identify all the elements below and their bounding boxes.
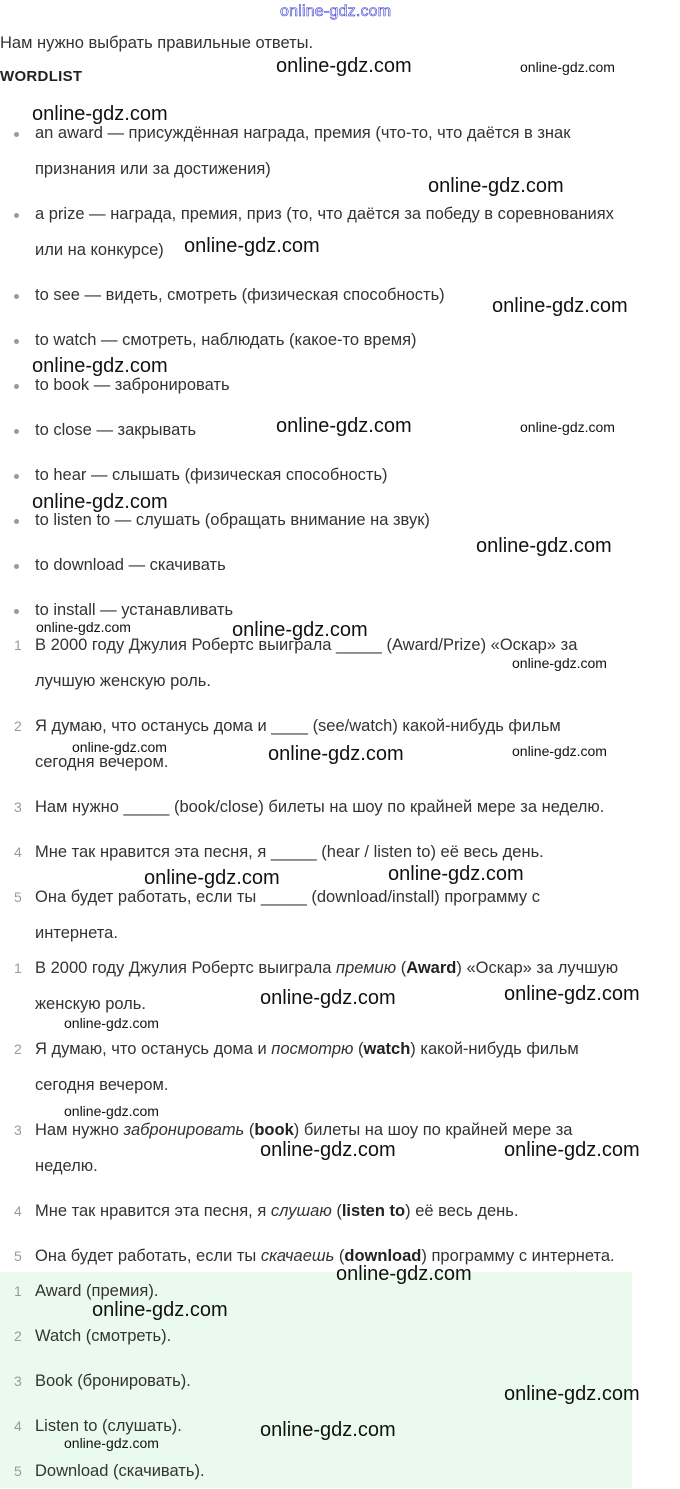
task-item: 4 Мне так нравится эта песня, я _____ (hear / listen to) её весь день. [14,843,544,861]
bullet-icon [14,213,19,218]
watermark: online-gdz.com [64,1103,159,1119]
watermark: online-gdz.com [232,619,368,641]
wordlist-item: to listen to — слушать (обращать внимание на звук) [14,502,676,538]
wordlist-item: to watch — смотреть, наблюдать (какое-то время) [14,322,676,358]
watermark: online-gdz.com [184,235,320,257]
summary-item: 3 Book (бронировать). [14,1372,191,1390]
wordlist-item: to install — устанавливать [14,592,676,628]
intro-text: Нам нужно выбрать правильные ответы. [0,34,314,52]
task-item: 2 Я думаю, что останусь дома и ____ (see/watch) какой-нибудь фильм сегодня вечером. [14,717,561,771]
watermark: online-gdz.com [504,1139,640,1161]
wordlist-item: to download — скачивать [14,547,676,583]
watermark: online-gdz.com [64,1015,159,1031]
wordlist-item: to see — видеть, смотреть (физическая способность) [14,277,676,313]
watermark: online-gdz.com [32,103,168,125]
summary-item: 2 Watch (смотреть). [14,1327,172,1345]
bullet-icon [14,132,19,137]
answer-item: 1 В 2000 году Джулия Робертс выиграла премию (Award) «Оскар» за лучшую женскую роль. [14,959,619,1013]
bullet-icon [14,429,19,434]
task-item: 5 Она будет работать, если ты _____ (download/install) программу с интернета. [14,888,540,942]
bullet-icon [14,339,19,344]
bullet-icon [14,474,19,479]
watermark: online-gdz.com [276,55,412,77]
watermark: online-gdz.com [520,59,615,75]
bullet-icon [14,609,19,614]
bullet-icon [14,564,19,569]
watermark: online-gdz.com [260,987,396,1009]
watermark: online-gdz.com [336,1263,472,1285]
answer-item: 5 Она будет работать, если ты скачаешь (download) программу с интернета. [14,1247,615,1265]
watermark: online-gdz.com [32,491,168,513]
header-watermark: online-gdz.com [280,3,392,20]
watermark: online-gdz.com [144,867,280,889]
watermark: online-gdz.com [92,1299,228,1321]
watermark: online-gdz.com [512,655,607,671]
summary-item: 4 Listen to (слушать). [14,1417,182,1435]
watermark: online-gdz.com [36,619,131,635]
bullet-icon [14,294,19,299]
wordlist-item: to book — забронировать [14,367,676,403]
watermark: online-gdz.com [268,743,404,765]
watermark: online-gdz.com [260,1139,396,1161]
watermark: online-gdz.com [504,1383,640,1405]
watermark: online-gdz.com [388,863,524,885]
watermark: online-gdz.com [64,1435,159,1451]
watermark: online-gdz.com [492,295,628,317]
watermark: online-gdz.com [504,983,640,1005]
wordlist-item: an award — присуждённая награда, премия (что-то, что даётся в знак признания или за достижения) [14,115,676,187]
watermark: online-gdz.com [512,743,607,759]
watermark: online-gdz.com [32,355,168,377]
answer-item: 4 Мне так нравится эта песня, я слушаю (listen to) её весь день. [14,1202,519,1220]
summary-item: 5 Download (скачивать). [14,1462,205,1480]
watermark: online-gdz.com [260,1419,396,1441]
watermark: online-gdz.com [428,175,564,197]
task-item: 3 Нам нужно _____ (book/close) билеты на шоу по крайней мере за неделю. [14,798,605,816]
wordlist-item: to hear — слышать (физическая способность) [14,457,676,493]
watermark: online-gdz.com [72,739,167,755]
watermark: online-gdz.com [476,535,612,557]
wordlist-item: to close — закрывать [14,412,676,448]
task-item: 1 В 2000 году Джулия Робертс выиграла _____ (Award/Prize) «Оскар» за лучшую женскую роль. [14,636,578,690]
watermark: online-gdz.com [520,419,615,435]
answer-item: 3 Нам нужно забронировать (book) билеты на шоу по крайней мере за неделю. [14,1121,573,1175]
bullet-icon [14,519,19,524]
wordlist-item: a prize — награда, премия, приз (то, что даётся за победу в соревнованиях или на конкурсе) [14,196,676,268]
bullet-icon [14,384,19,389]
wordlist-heading: WORDLIST [0,68,83,85]
summary-item: 1 Award (премия). [14,1282,159,1300]
watermark: online-gdz.com [276,415,412,437]
answer-item: 2 Я думаю, что останусь дома и посмотрю (watch) какой-нибудь фильм сегодня вечером. [14,1040,579,1094]
